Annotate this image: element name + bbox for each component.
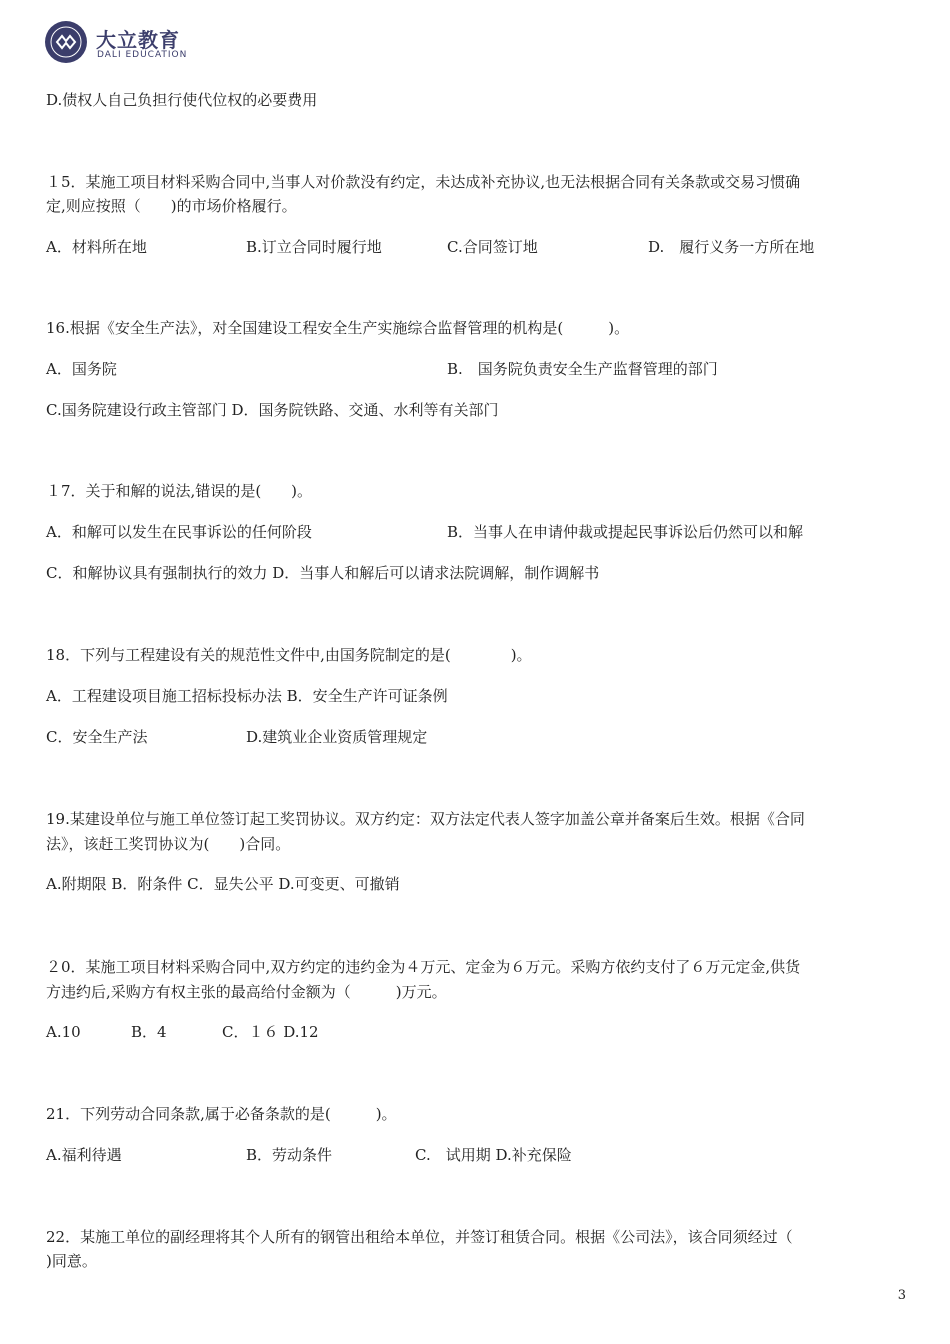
page-number: 3: [897, 1288, 906, 1303]
q22-stem-line-2: )同意。: [46, 1252, 97, 1270]
q18-option-c: C．安全生产法: [46, 728, 148, 746]
q15-stem-line-2: 定,则应按照（ )的市场价格履行。: [46, 197, 297, 215]
q17-option-b: B．当事人在申请仲裁或提起民事诉讼后仍然可以和解: [447, 523, 804, 541]
q21-stem: 21．下列劳动合同条款,属于必备条款的是( )。: [46, 1105, 397, 1123]
q20-stem-line-2: 方违约后,采购方有权主张的最高给付金额为（ )万元。: [46, 983, 447, 1001]
q18-option-d: D.建筑业企业资质管理规定: [246, 728, 428, 746]
q16-option-a: A．国务院: [46, 360, 117, 378]
q21-option-b: B．劳动条件: [246, 1146, 333, 1164]
logo-chinese-name: 大立教育: [96, 28, 180, 52]
q17-options-cd: C．和解协议具有强制执行的效力 D．当事人和解后可以请求法院调解，制作调解书: [46, 564, 600, 582]
q20-options-cd: C．１６ D.12: [222, 1023, 319, 1041]
q15-option-d: D. 履行义务一方所在地: [648, 238, 815, 256]
q19-options: A.附期限 B．附条件 C．显失公平 D.可变更、可撤销: [46, 875, 400, 893]
q16-options-cd: C.国务院建设行政主管部门 D．国务院铁路、交通、水利等有关部门: [46, 401, 499, 419]
q16-option-b: B. 国务院负责安全生产监督管理的部门: [447, 360, 718, 378]
q14-option-d: D.债权人自己负担行使代位权的必要费用: [46, 91, 318, 109]
dali-logo-icon: [44, 20, 88, 64]
q22-stem-line-1: 22．某施工单位的副经理将其个人所有的钢管出租给本单位，并签订租赁合同。根据《公司法》，该合同须经过（: [46, 1228, 793, 1246]
q18-stem: 18．下列与工程建设有关的规范性文件中,由国务院制定的是( )。: [46, 646, 532, 664]
q19-stem-line-1: 19.某建设单位与施工单位签订起工奖罚协议。双方约定：双方法定代表人签字加盖公章并备案后生效。根据《合同: [46, 810, 805, 828]
q15-stem-line-1: １5．某施工项目材料采购合同中,当事人对价款没有约定，未达成补充协议,也无法根据合同有关条款或交易习惯确: [46, 173, 801, 191]
q16-stem: 16.根据《安全生产法》，对全国建设工程安全生产实施综合监督管理的机构是( )。: [46, 319, 630, 337]
q15-option-a: A．材料所在地: [46, 238, 147, 256]
q15-option-c: C.合同签订地: [447, 238, 538, 256]
q19-stem-line-2: 法》，该赶工奖罚协议为( )合同。: [46, 835, 291, 853]
q21-option-a: A.福利待遇: [46, 1146, 122, 1164]
q20-option-a: A.10: [46, 1023, 81, 1041]
q20-stem-line-1: ２0．某施工项目材料采购合同中,双方约定的违约金为４万元、定金为６万元。采购方依约支付了６万元定金,供货: [46, 958, 801, 976]
q15-option-b: B.订立合同时履行地: [246, 238, 382, 256]
q21-options-cd: C. 试用期 D.补充保险: [415, 1146, 572, 1164]
company-logo: [44, 20, 234, 66]
q20-option-b: B．4: [131, 1023, 167, 1041]
q18-options-ab: A．工程建设项目施工招标投标办法 B．安全生产许可证条例: [46, 687, 448, 705]
q17-option-a: A．和解可以发生在民事诉讼的任何阶段: [46, 523, 312, 541]
q17-stem: １7．关于和解的说法,错误的是( )。: [46, 482, 313, 500]
logo-english-name: DALI EDUCATION: [97, 50, 188, 60]
